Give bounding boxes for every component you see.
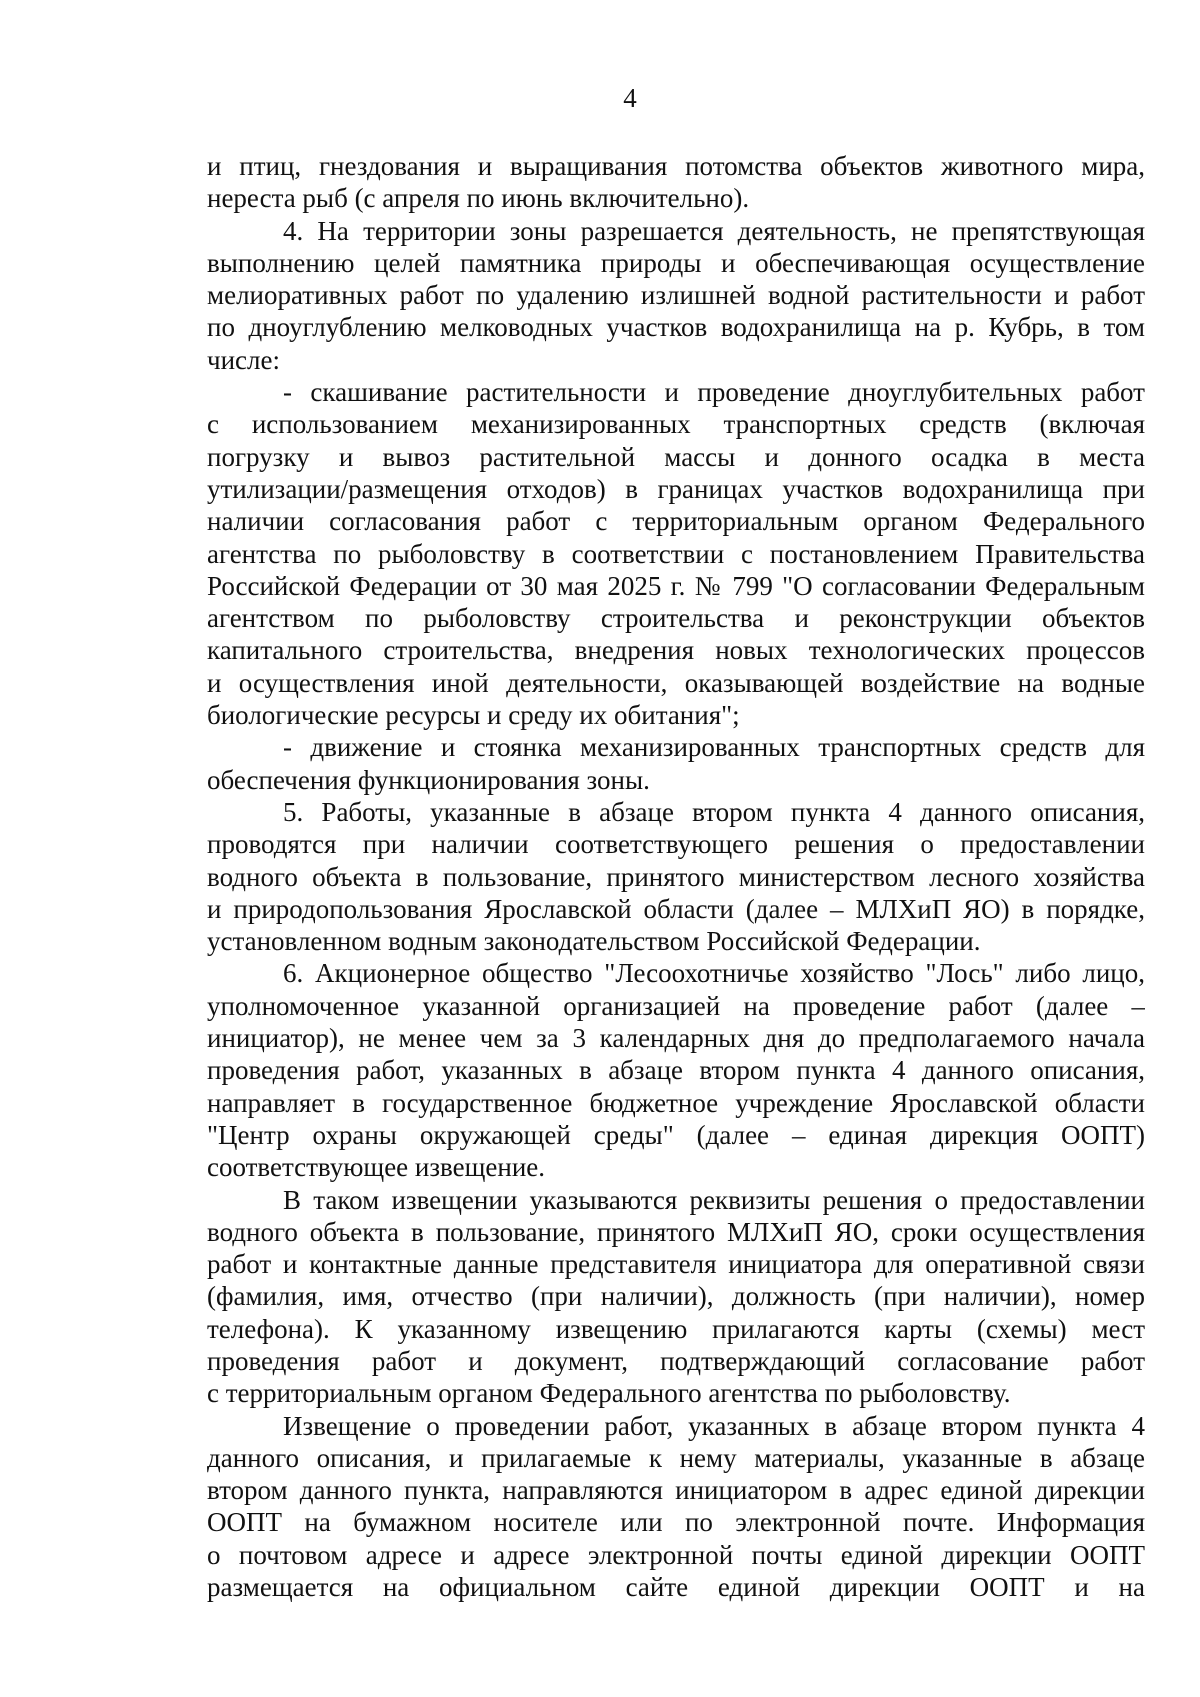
- text-line: "Центр охраны окружающей среды" (далее – единая дирекция ООПТ): [207, 1119, 1145, 1150]
- text-line: 6. Акционерное общество "Лесоохотничье хозяйство "Лось" либо лицо,: [283, 958, 1145, 989]
- text-line: - скашивание растительности и проведение дноуглубительных работ: [283, 377, 1145, 408]
- text-line: ООПТ на бумажном носителе или по электронной почте. Информация: [207, 1507, 1145, 1538]
- text-line: инициатор), не менее чем за 3 календарных дня до предполагаемого начала: [207, 1023, 1145, 1054]
- text-line: направляет в государственное бюджетное учреждение Ярославской области: [207, 1087, 1145, 1118]
- text-line: агентства по рыболовству в соответствии с постановлением Правительства: [207, 538, 1145, 569]
- text-line: выполнению целей памятника природы и обеспечивающая осуществление: [207, 247, 1145, 278]
- text-line: проводятся при наличии соответствующего решения о предоставлении: [207, 829, 1145, 860]
- text-line: водного объекта в пользование, принятого МЛХиП ЯО, сроки осуществления: [207, 1216, 1145, 1247]
- text-line: мелиоративных работ по удалению излишней водной растительности и работ: [207, 280, 1145, 311]
- text-line: данного описания, и прилагаемые к нему материалы, указанные в абзаце: [207, 1442, 1145, 1473]
- text-line: размещается на официальном сайте единой дирекции ООПТ и на: [207, 1572, 1145, 1603]
- text-line: и осуществления иной деятельности, оказывающей воздействие на водные: [207, 667, 1145, 698]
- document-body: [207, 150, 1145, 1603]
- text-line: числе:: [207, 344, 280, 375]
- text-line: биологические ресурсы и среду их обитания";: [207, 700, 740, 731]
- text-line: с использованием механизированных транспортных средств (включая: [207, 409, 1145, 440]
- page-number: 4: [623, 83, 637, 113]
- text-line: и природопользования Ярославской области (далее – МЛХиП ЯО) в порядке,: [207, 893, 1145, 924]
- text-line: 4. На территории зоны разрешается деятельность, не препятствующая: [283, 215, 1145, 246]
- text-line: агентством по рыболовству строительства и реконструкции объектов: [207, 603, 1145, 634]
- text-line: втором данного пункта, направляются инициатором в адрес единой дирекции: [207, 1475, 1145, 1506]
- text-line: 5. Работы, указанные в абзаце втором пункта 4 данного описания,: [283, 796, 1145, 827]
- text-line: телефона). К указанному извещению прилагаются карты (схемы) мест: [207, 1313, 1145, 1344]
- text-line: проведения работ, указанных в абзаце втором пункта 4 данного описания,: [207, 1055, 1145, 1086]
- text-line: по дноуглублению мелководных участков водохранилища на р. Кубрь, в том: [207, 312, 1145, 343]
- text-line: капитального строительства, внедрения новых технологических процессов: [207, 635, 1145, 666]
- text-line: установленном водным законодательством Российской Федерации.: [207, 926, 981, 957]
- text-line: и птиц, гнездования и выращивания потомства объектов животного мира,: [207, 151, 1145, 181]
- text-line: с территориальным органом Федерального агентства по рыболовству.: [207, 1378, 1011, 1409]
- text-line: о почтовом адресе и адресе электронной почты единой дирекции ООПТ: [207, 1539, 1145, 1570]
- text-line: Российской Федерации от 30 мая 2025 г. № 799 "О согласовании Федеральным: [207, 570, 1145, 601]
- text-line: наличии согласования работ с территориальным органом Федерального: [207, 506, 1145, 537]
- text-line: обеспечения функционирования зоны.: [207, 764, 650, 795]
- text-line: уполномоченное указанной организацией на проведение работ (далее –: [207, 990, 1145, 1021]
- text-line: водного объекта в пользование, принятого министерством лесного хозяйства: [207, 861, 1145, 892]
- text-line: В таком извещении указываются реквизиты решения о предоставлении: [283, 1184, 1145, 1215]
- text-line: - движение и стоянка механизированных транспортных средств для: [283, 732, 1145, 763]
- text-line: утилизации/размещения отходов) в границах участков водохранилища при: [207, 473, 1145, 504]
- text-line: проведения работ и документ, подтверждающий согласование работ: [207, 1345, 1145, 1376]
- text-line: погрузку и вывоз растительной массы и донного осадка в места: [207, 441, 1145, 472]
- text-line: соответствующее извещение.: [207, 1152, 546, 1183]
- text-line: нереста рыб (с апреля по июнь включительно).: [207, 183, 750, 214]
- text-line: Извещение о проведении работ, указанных в абзаце втором пункта 4: [283, 1410, 1145, 1441]
- text-line: (фамилия, имя, отчество (при наличии), должность (при наличии), номер: [207, 1281, 1145, 1312]
- text-line: работ и контактные данные представителя инициатора для оперативной связи: [207, 1249, 1145, 1280]
